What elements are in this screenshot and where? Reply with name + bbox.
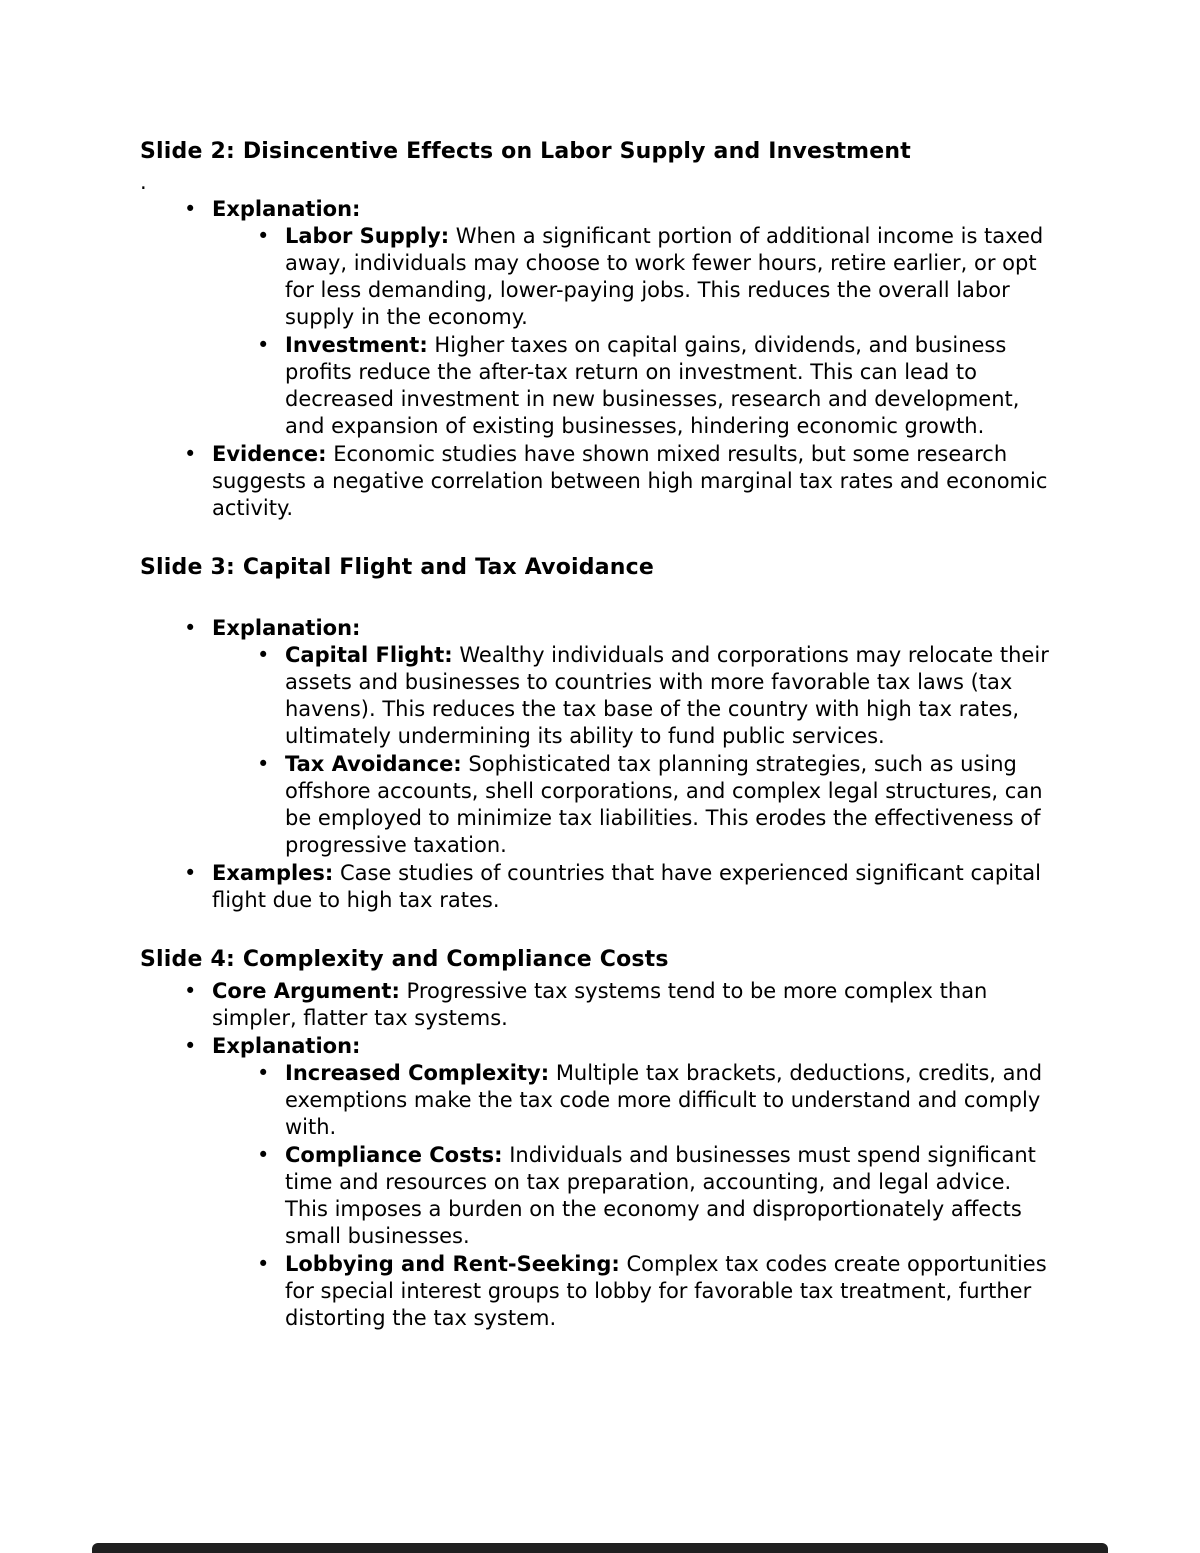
bullet-label: Explanation: — [212, 1034, 361, 1058]
bullet-list-level-2 — [212, 223, 1060, 440]
bullet-item: • Labor Supply: When a significant portion of additional income is taxed away, individuals may choose to work fewer hours, retire earlier, or opt for less demanding, lower-paying jobs. This reduces the overall labor supply in the economy. — [212, 223, 1060, 331]
section-heading: Slide 3: Capital Flight and Tax Avoidance — [140, 555, 654, 580]
section-heading: Slide 2: Disincentive Effects on Labor Supply and Investment — [140, 139, 911, 164]
blank-line — [140, 586, 1060, 613]
bullet-label: Examples: — [212, 861, 334, 885]
bullet-item: • Core Argument: Progressive tax systems tend to be more complex than simpler, flatter tax systems. — [140, 978, 1060, 1032]
bullet-label: Core Argument: — [212, 979, 400, 1003]
bullet-list-level-2 — [212, 1060, 1060, 1332]
document-section — [140, 946, 1060, 1332]
bullet-item — [140, 615, 1060, 859]
stray-text: . — [140, 170, 147, 194]
bullet-item: • Evidence: Economic studies have shown mixed results, but some research suggests a negative correlation between high marginal tax rates and economic activity. — [140, 441, 1060, 522]
bullet-item — [140, 1033, 1060, 1332]
bullet-label: Explanation: — [212, 197, 361, 221]
bullet-label: Explanation: — [212, 616, 361, 640]
document-section — [140, 554, 1060, 914]
bullet-label: Investment: — [285, 333, 428, 357]
bullet-label: Lobbying and Rent-Seeking: — [285, 1252, 620, 1276]
bullet-item: • Compliance Costs: Individuals and businesses must spend significant time and resources on tax preparation, accounting, and legal advice. This imposes a burden on the economy and disproportionately affects small businesses. — [212, 1142, 1060, 1250]
bullet-list-level-2 — [212, 642, 1060, 859]
section-heading: Slide 4: Complexity and Compliance Costs — [140, 947, 669, 972]
bullet-list-level-1 — [140, 978, 1060, 1332]
bullet-label: Evidence: — [212, 442, 327, 466]
bullet-item: • Investment: Higher taxes on capital gains, dividends, and business profits reduce the after-tax return on investment. This can lead to decreased investment in new businesses, research and development, and expansion of existing businesses, hindering economic growth. — [212, 332, 1060, 440]
bullet-label: Compliance Costs: — [285, 1143, 503, 1167]
bullet-label: Capital Flight: — [285, 643, 453, 667]
bullet-label: Tax Avoidance: — [285, 752, 462, 776]
bullet-label: Increased Complexity: — [285, 1061, 550, 1085]
bullet-item: • Increased Complexity: Multiple tax brackets, deductions, credits, and exemptions make the tax code more difficult to understand and comply with. — [212, 1060, 1060, 1141]
bullet-label: Labor Supply: — [285, 224, 450, 248]
bullet-item: • Examples: Case studies of countries that have experienced significant capital flight due to high tax rates. — [140, 860, 1060, 914]
bullet-item: • Lobbying and Rent-Seeking: Complex tax codes create opportunities for special interest groups to lobby for favorable tax treatment, further distorting the tax system. — [212, 1251, 1060, 1332]
bottom-bar[interactable] — [92, 1543, 1108, 1553]
bullet-item: • Capital Flight: Wealthy individuals and corporations may relocate their assets and businesses to countries with more favorable tax laws (tax havens). This reduces the tax base of the country with high tax rates, ultimately undermining its ability to fund public services. — [212, 642, 1060, 750]
document-section — [140, 138, 1060, 522]
bullet-item: • Tax Avoidance: Sophisticated tax planning strategies, such as using offshore accounts, shell corporations, and complex legal structures, can be employed to minimize tax liabilities. This erodes the effectiveness of progressive taxation. — [212, 751, 1060, 859]
bullet-item — [140, 196, 1060, 440]
bullet-list-level-1 — [140, 196, 1060, 522]
bullet-list-level-1 — [140, 615, 1060, 914]
